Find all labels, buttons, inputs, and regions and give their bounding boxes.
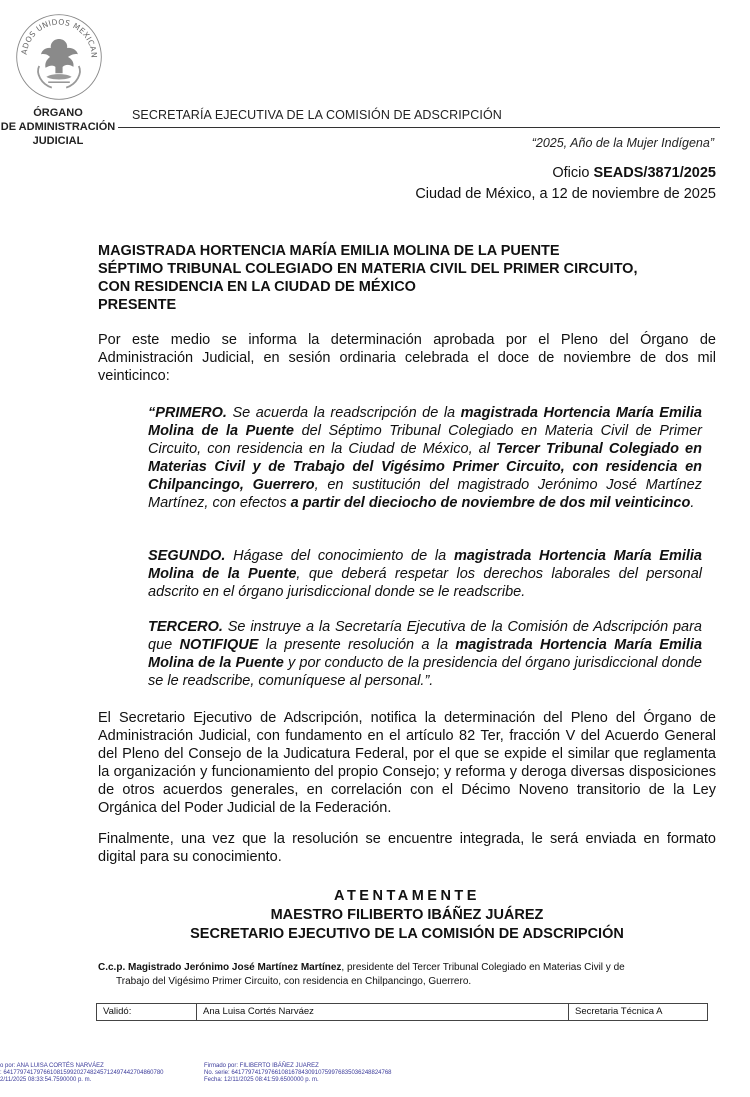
primero-heading: “PRIMERO. — [148, 405, 227, 421]
tercero-notifique: NOTIFIQUE — [179, 637, 259, 653]
resolution-tercero — [148, 618, 702, 690]
primero-magistrate: magistrada Hortencia María Emilia Molina de la Puente — [148, 405, 702, 439]
addressee-name: MAGISTRADA HORTENCIA MARÍA EMILIA MOLINA DE LA PUENTE — [98, 243, 560, 259]
tercero-magistrate: magistrada Hortencia María Emilia Molina de la Puente — [148, 637, 703, 671]
org-name-line2: DE ADMINISTRACIÓN — [0, 121, 116, 133]
org-name-line3: JUDICIAL — [32, 135, 84, 147]
legal-basis-paragraph: El Secretario Ejecutivo de Adscripción, notifica la determinación del Pleno del Órgano de Administración Judicial, con fundamento en el artículo 82 Ter, fracción V del Acuerdo General del Pleno del Consejo de la Judicatura Federal, por el que se expide el similar que reglamenta la organización y funcionamiento del propio Consejo; y reforma y deroga diversas disposiciones de otros acuerdos generales, en correlación con el Décimo Noveno transitorio de la Ley Orgánica del Poder Judicial de la Federación. — [98, 710, 716, 816]
segundo-text: Hágase del conocimiento de la — [225, 548, 454, 564]
primero-text-3: , en sustitución del magistrado Jerónimo José Martínez Martínez, con efectos — [148, 477, 702, 511]
org-name — [0, 106, 116, 148]
sig2-date: Fecha: 12/11/2025 08:41:59.6500000 p. m. — [204, 1077, 319, 1083]
primero-end: . — [690, 495, 695, 511]
segundo-magistrate: magistrada Hortencia María Emilia Molina de la Puente — [148, 548, 702, 582]
validation-table — [96, 1003, 708, 1021]
electronic-signature-2 — [204, 1063, 392, 1084]
resolution-primero — [148, 404, 702, 512]
org-name-line1: ÓRGANO — [33, 107, 83, 119]
primero-text-2: del Séptimo Tribunal Colegiado en Materia Civil de Primer Circuito, con residencia en la Ciudad de México, al — [148, 423, 703, 457]
year-motto: “2025, Año de la Mujer Indígena” — [531, 136, 714, 150]
primero-effective-date: a partir del dieciocho de noviembre de dos mil veinticinco — [290, 495, 691, 511]
signer-name: MAESTRO FILIBERTO IBÁÑEZ JUÁREZ — [270, 907, 544, 923]
sig1-serial: : 641779741797661081599202748245712497442704860780 — [0, 1070, 164, 1076]
tercero-text-3: y por conducto de la presidencia del órgano jurisdiccional donde se le readscribe, comuníquese al personal.”. — [148, 655, 702, 689]
validation-label: Validó: — [97, 1004, 197, 1020]
oficio-code: SEADS/3871/2025 — [593, 165, 716, 181]
ccp-text-2: Trabajo del Vigésimo Primer Circuito, con residencia en Chilpancingo, Guerrero. — [116, 976, 472, 987]
oficio-label: Oficio — [552, 165, 590, 181]
validation-role: Secretaria Técnica A — [575, 1006, 663, 1017]
oficio-number — [552, 165, 716, 181]
validation-name: Ana Luisa Cortés Narváez — [197, 1004, 569, 1020]
ccp-recipient: Magistrado Jerónimo José Martínez Martínez — [128, 962, 342, 973]
segundo-text-2: , que deberá respetar los derechos laborales del personal adscrito en el órgano jurisdiccional donde se le readscribe. — [148, 566, 702, 600]
addressee-residence: CON RESIDENCIA EN LA CIUDAD DE MÉXICO — [98, 279, 416, 295]
closing-salutation: ATENTAMENTE — [334, 888, 480, 904]
addressee-presente: PRESENTE — [98, 297, 177, 313]
tercero-text-2: la presente resolución a la — [258, 637, 456, 653]
sig2-serial: No. serie: 641779741797661081678430910759976835036248824768 — [204, 1070, 392, 1076]
primero-text: Se acuerda la readscripción de la — [226, 405, 461, 421]
signature-block — [98, 887, 716, 944]
header-divider — [118, 127, 720, 128]
final-note-paragraph: Finalmente, una vez que la resolución se encuentre integrada, le será enviada en formato digital para su conocimiento. — [98, 831, 716, 865]
sig1-signer: o por: ANA LUISA CORTÉS NARVÁEZ — [0, 1063, 104, 1069]
ccp-text: , presidente del Tercer Tribunal Colegiado en Materias Civil y de — [341, 962, 625, 973]
intro-paragraph: Por este medio se informa la determinación aprobada por el Pleno del Órgano de Administración Judicial, en sesión ordinaria celebrada el doce de noviembre de dos mil veinticinco: — [98, 332, 716, 384]
place-date: Ciudad de México, a 12 de noviembre de 2025 — [415, 186, 716, 202]
sig2-signer: Firmado por: FILIBERTO IBÁÑEZ JUAREZ — [204, 1063, 319, 1069]
national-seal-icon — [14, 12, 104, 102]
resolution-segundo — [148, 547, 702, 601]
seal-legend: ADOS UNIDOS MEXICAN — [19, 17, 99, 59]
primero-new-court: Tercer Tribunal Colegiado en Materias Civil y de Trabajo del Vigésimo Primer Circuito, con residencia en Chilpancingo, Guerrero — [148, 441, 702, 493]
signer-title: SECRETARIO EJECUTIVO DE LA COMISIÓN DE ADSCRIPCIÓN — [190, 926, 624, 942]
addressee-block — [98, 242, 637, 314]
department-name: SECRETARÍA EJECUTIVA DE LA COMISIÓN DE ADSCRIPCIÓN — [132, 108, 502, 122]
tercero-text: Se instruye a la Secretaría Ejecutiva de la Comisión de Adscripción para que — [148, 619, 702, 653]
addressee-court: SÉPTIMO TRIBUNAL COLEGIADO EN MATERIA CIVIL DEL PRIMER CIRCUITO, — [98, 261, 638, 277]
ccp-label: C.c.p. — [98, 962, 126, 973]
electronic-signature-1 — [0, 1063, 164, 1084]
carbon-copy — [98, 961, 718, 989]
tercero-heading: TERCERO. — [148, 619, 223, 635]
sig1-date: 2/11/2025 08:33:54.7590000 p. m. — [0, 1077, 92, 1083]
segundo-heading: SEGUNDO. — [148, 548, 226, 564]
